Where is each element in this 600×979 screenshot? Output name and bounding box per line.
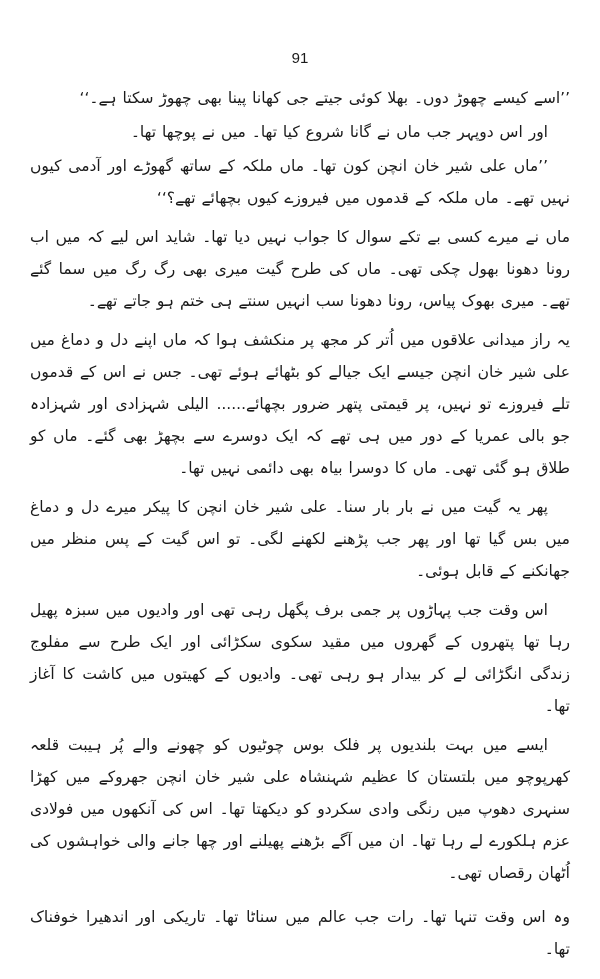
- page-number: 91: [291, 50, 309, 67]
- paragraph-3: ’’ماں علی شیر خان انچن کون تھا۔ ماں ملکہ کے ساتھ گھوڑے اور آدمی کیوں نہیں تھے۔ ماں ملکہ کے قدموں میں فیروزے کیوں بچھائے تھے؟‘‘: [30, 157, 570, 207]
- page-body: [30, 82, 570, 965]
- paragraph-7: اس وقت جب پہاڑوں پر جمی برف پگھل رہی تھی اور وادیوں میں سبزہ پھیل رہا تھا پتھروں کے گھروں میں مقید سکوی سکڑائی اور ایک طرح سے مفلوج زندگی انگڑائی لے کر بیدار ہو رہی تھی۔ وادیوں کے کھیتوں میں کاشت کا آغاز تھا۔: [30, 601, 570, 715]
- paragraph-2: اور اس دوپہر جب ماں نے گانا شروع کیا تھا۔ میں نے پوچھا تھا۔: [130, 123, 548, 141]
- paragraph-6: پھر یہ گیت میں نے بار بار سنا۔ علی شیر خان انچن کا پیکر میرے دل و دماغ میں بس گیا تھا اور پھر جب پڑھنے لکھنے لگی۔ تو اس گیت کے پس منظر میں جھانکنے کے قابل ہوئی۔: [30, 498, 570, 580]
- paragraph-8: ایسے میں بہت بلندیوں پر فلک بوس چوٹیوں کو چھونے والے پُر ہیبت قلعہ کھرپوچو میں بلتستان کا عظیم شہنشاہ علی شیر خان انچن جھروکے میں کھڑا سنہری دھوپ میں رنگی وادی سکردو کو دیکھتا تھا۔ اس کی آنکھوں میں فولادی عزم ہلکورے لے رہا تھا۔ ان میں آگے بڑھنے پھیلنے اور چھا جانے والی خواہشوں کی اُٹھان رقصاں تھی۔: [30, 736, 570, 882]
- paragraph-9: وہ اس وقت تنہا تھا۔ رات جب عالم میں سناٹا تھا۔ تاریکی اور اندھیرا خوفناک تھا۔: [30, 908, 570, 958]
- paragraph-1: ’’اسے کیسے چھوڑ دوں۔ بھلا کوئی جیتے جی کھانا پینا بھی چھوڑ سکتا ہے۔‘‘: [79, 89, 570, 107]
- paragraph-5: یہ راز میدانی علاقوں میں اُتر کر مجھ پر منکشف ہوا کہ ماں اپنے دل و دماغ میں علی شیر خان انچن جیسے ایک جیالے کو بٹھائے ہوئے تھی۔ جس نے اس کے قدموں تلے فیروزے تو نہیں، پر قیمتی پتھر ضرور بچھائے...... الیلی شہزادی اور شہزادہ جو بالی عمریا کے دور میں ہی تھے کہ ایک دوسرے سے بچھڑ بھی گئے۔ ماں کو طلاق ہو گئی تھی۔ ماں کا دوسرا بیاہ بھی دائمی نہیں تھا۔: [30, 331, 570, 477]
- paragraph-4: ماں نے میرے کسی بے تکے سوال کا جواب نہیں دیا تھا۔ شاید اس لیے کہ میں اب رونا دھونا بھول چکی تھی۔ ماں کی طرح گیت میری بھی رگ رگ میں سما گئے تھے۔ میری بھوک پیاس، رونا دھونا سب انہیں سنتے ہی ختم ہو جاتے تھے۔: [30, 228, 570, 310]
